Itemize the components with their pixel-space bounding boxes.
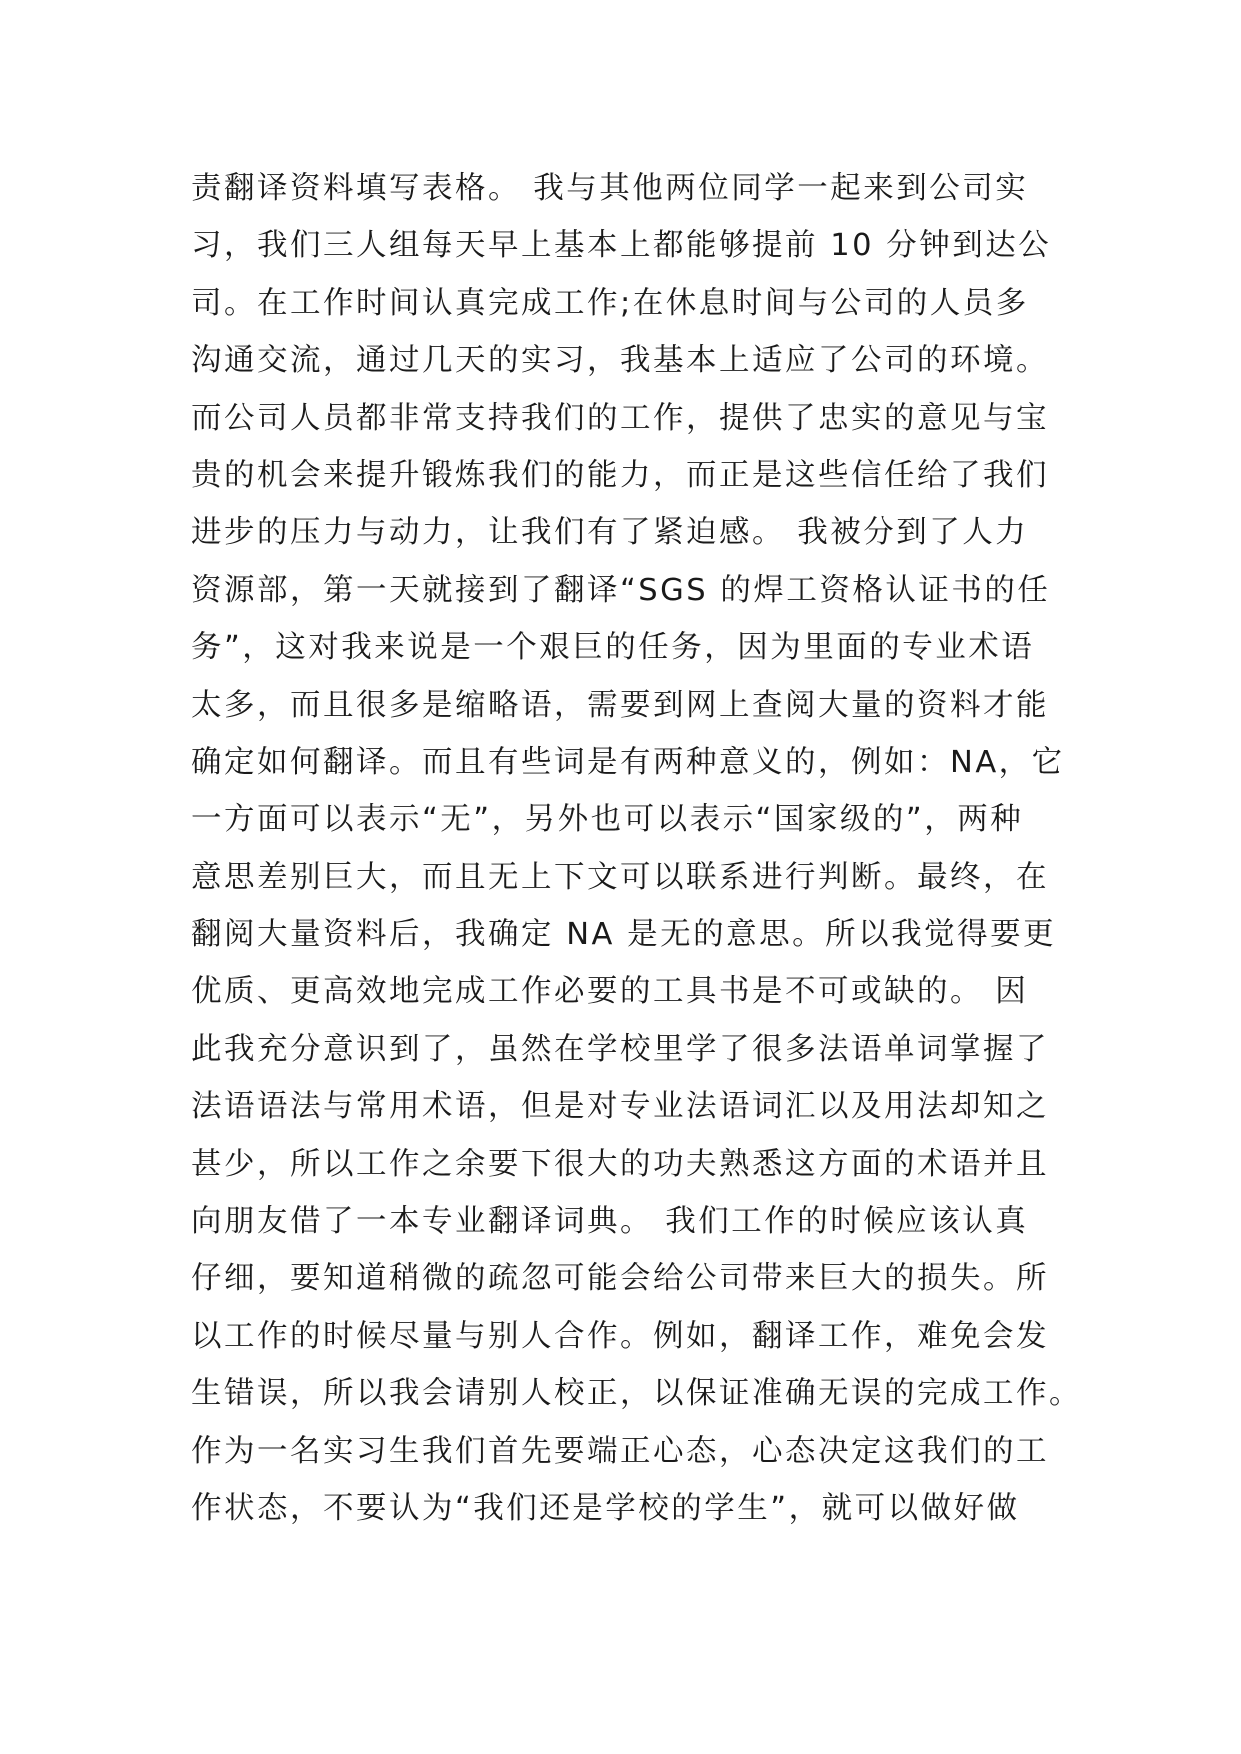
text-line: 进步的压力与动力，让我们有了紧迫感。 我被分到了人力: [191, 515, 1029, 551]
text-line: 优质、更高效地完成工作必要的工具书是不可或缺的。 因: [191, 974, 1029, 1010]
text-line: 以工作的时候尽量与别人合作。例如，翻译工作，难免会发: [191, 1318, 1049, 1354]
text-line: 作状态，不要认为“我们还是学校的学生”，就可以做好做: [191, 1490, 1020, 1526]
text-line: 资源部，第一天就接到了翻译“SGS 的焊工资格认证书的任: [191, 572, 1051, 608]
text-line: 责翻译资料填写表格。 我与其他两位同学一起来到公司实: [191, 171, 1029, 206]
text-line: 作为一名实习生我们首先要端正心态，心态决定这我们的工: [191, 1433, 1049, 1469]
text-line: 确定如何翻译。而且有些词是有两种意义的，例如：NA，它: [191, 744, 1065, 780]
text-line: 仔细，要知道稍微的疏忽可能会给公司带来巨大的损失。所: [191, 1261, 1049, 1297]
text-line: 甚少，所以工作之余要下很大的功夫熟悉这方面的术语并且: [191, 1146, 1049, 1182]
text-line: 翻阅大量资料后，我确定 NA 是无的意思。所以我觉得要更: [191, 917, 1057, 953]
text-line: 务”，这对我来说是一个艰巨的任务，因为里面的专业术语: [191, 630, 1035, 666]
text-line: 一方面可以表示“无”，另外也可以表示“国家级的”，两种: [191, 802, 1024, 838]
text-line: 沟通交流，通过几天的实习，我基本上适应了公司的环境。: [191, 343, 1049, 379]
text-line: 意思差别巨大，而且无上下文可以联系进行判断。最终，在: [191, 859, 1049, 895]
text-line: 法语语法与常用术语，但是对专业法语词汇以及用法却知之: [191, 1089, 1049, 1125]
body-text: [191, 160, 1082, 1537]
text-line: 太多，而且很多是缩略语，需要到网上查阅大量的资料才能: [191, 687, 1049, 723]
text-line: 司。在工作时间认真完成工作;在休息时间与公司的人员多: [191, 285, 1029, 321]
text-line: 习，我们三人组每天早上基本上都能够提前 10 分钟到达公: [191, 228, 1052, 264]
text-line: 向朋友借了一本专业翻译词典。 我们工作的时候应该认真: [191, 1204, 1029, 1240]
text-line: 生错误，所以我会请别人校正，以保证准确无误的完成工作。: [191, 1376, 1082, 1412]
text-line: 贵的机会来提升锻炼我们的能力，而正是这些信任给了我们: [191, 457, 1049, 493]
text-line: 而公司人员都非常支持我们的工作，提供了忠实的意见与宝: [191, 400, 1049, 436]
text-line: 此我充分意识到了，虽然在学校里学了很多法语单词掌握了: [191, 1031, 1049, 1067]
